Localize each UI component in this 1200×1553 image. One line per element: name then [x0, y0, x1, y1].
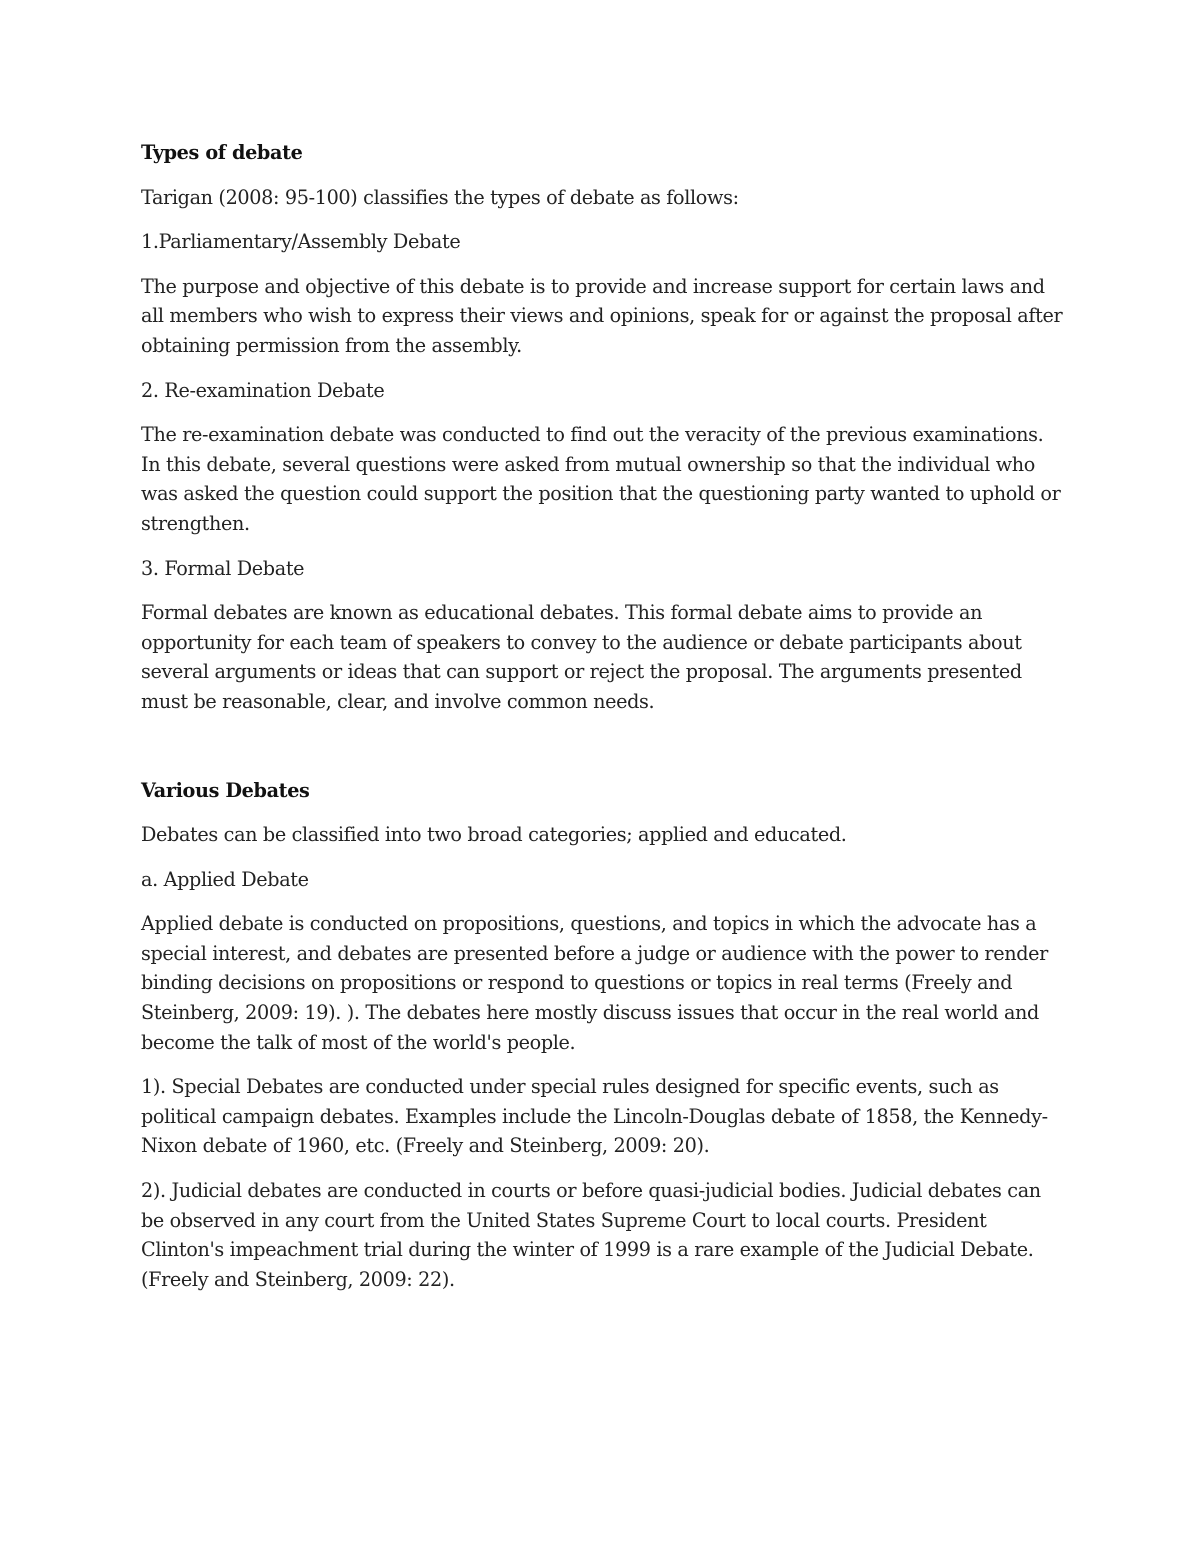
document-page: [141, 138, 1066, 1309]
section-heading-types-of-debate: Types of debate: [141, 141, 303, 164]
item-title-re-examination: 2. Re-examination Debate: [141, 378, 385, 402]
item-title-formal: 3. Formal Debate: [141, 556, 305, 580]
item-title-parliamentary: 1.Parliamentary/Assembly Debate: [141, 230, 461, 254]
item-text-formal: Formal debates are known as educational debates. This formal debate aims to provide an opportunity for each team of speakers to convey to the audience or debate participants about several arguments or ideas that can support or reject the proposal. The arguments presented must be reasonable, clear, and involve common needs.: [141, 601, 1022, 713]
intro-paragraph: Tarigan (2008: 95-100) classifies the types of debate as follows:: [141, 185, 739, 209]
item-text-parliamentary: The purpose and objective of this debate is to provide and increase support for certain laws and all members who wish to express their views and opinions, speak for or against the proposal after obtaining permission from the assembly.: [141, 274, 1063, 357]
sub-text-applied: Applied debate is conducted on propositions, questions, and topics in which the advocate has a special interest, and debates are presented before a judge or audience with the power to render binding decisions on propositions or respond to questions or topics in real terms (Freely and Steinberg, 2009: 19). ). The debates here mostly discuss issues that occur in the real world and become the talk of most of the world's people.: [141, 912, 1048, 1054]
section-spacer: [141, 732, 1066, 776]
sub-title-applied: a. Applied Debate: [141, 867, 309, 891]
point-judicial-debates: 2). Judicial debates are conducted in courts or before quasi-judicial bodies. Judicial debates can be observed in any court from the United States Supreme Court to local courts. President Clinton's impeachment trial during the winter of 1999 is a rare example of the Judicial Debate. (Freely and Steinberg, 2009: 22).: [141, 1179, 1041, 1291]
item-text-re-examination: The re-examination debate was conducted to find out the veracity of the previous examinations. In this debate, several questions were asked from mutual ownership so that the individual who was asked the question could support the position that the questioning party wanted to uphold or strengthen.: [141, 423, 1061, 535]
point-special-debates: 1). Special Debates are conducted under special rules designed for specific events, such as political campaign debates. Examples include the Lincoln-Douglas debate of 1858, the Kennedy-Nixon debate of 1960, etc. (Freely and Steinberg, 2009: 20).: [141, 1075, 1048, 1158]
section-heading-various-debates: Various Debates: [141, 778, 310, 802]
various-intro-paragraph: Debates can be classified into two broad categories; applied and educated.: [141, 823, 847, 847]
